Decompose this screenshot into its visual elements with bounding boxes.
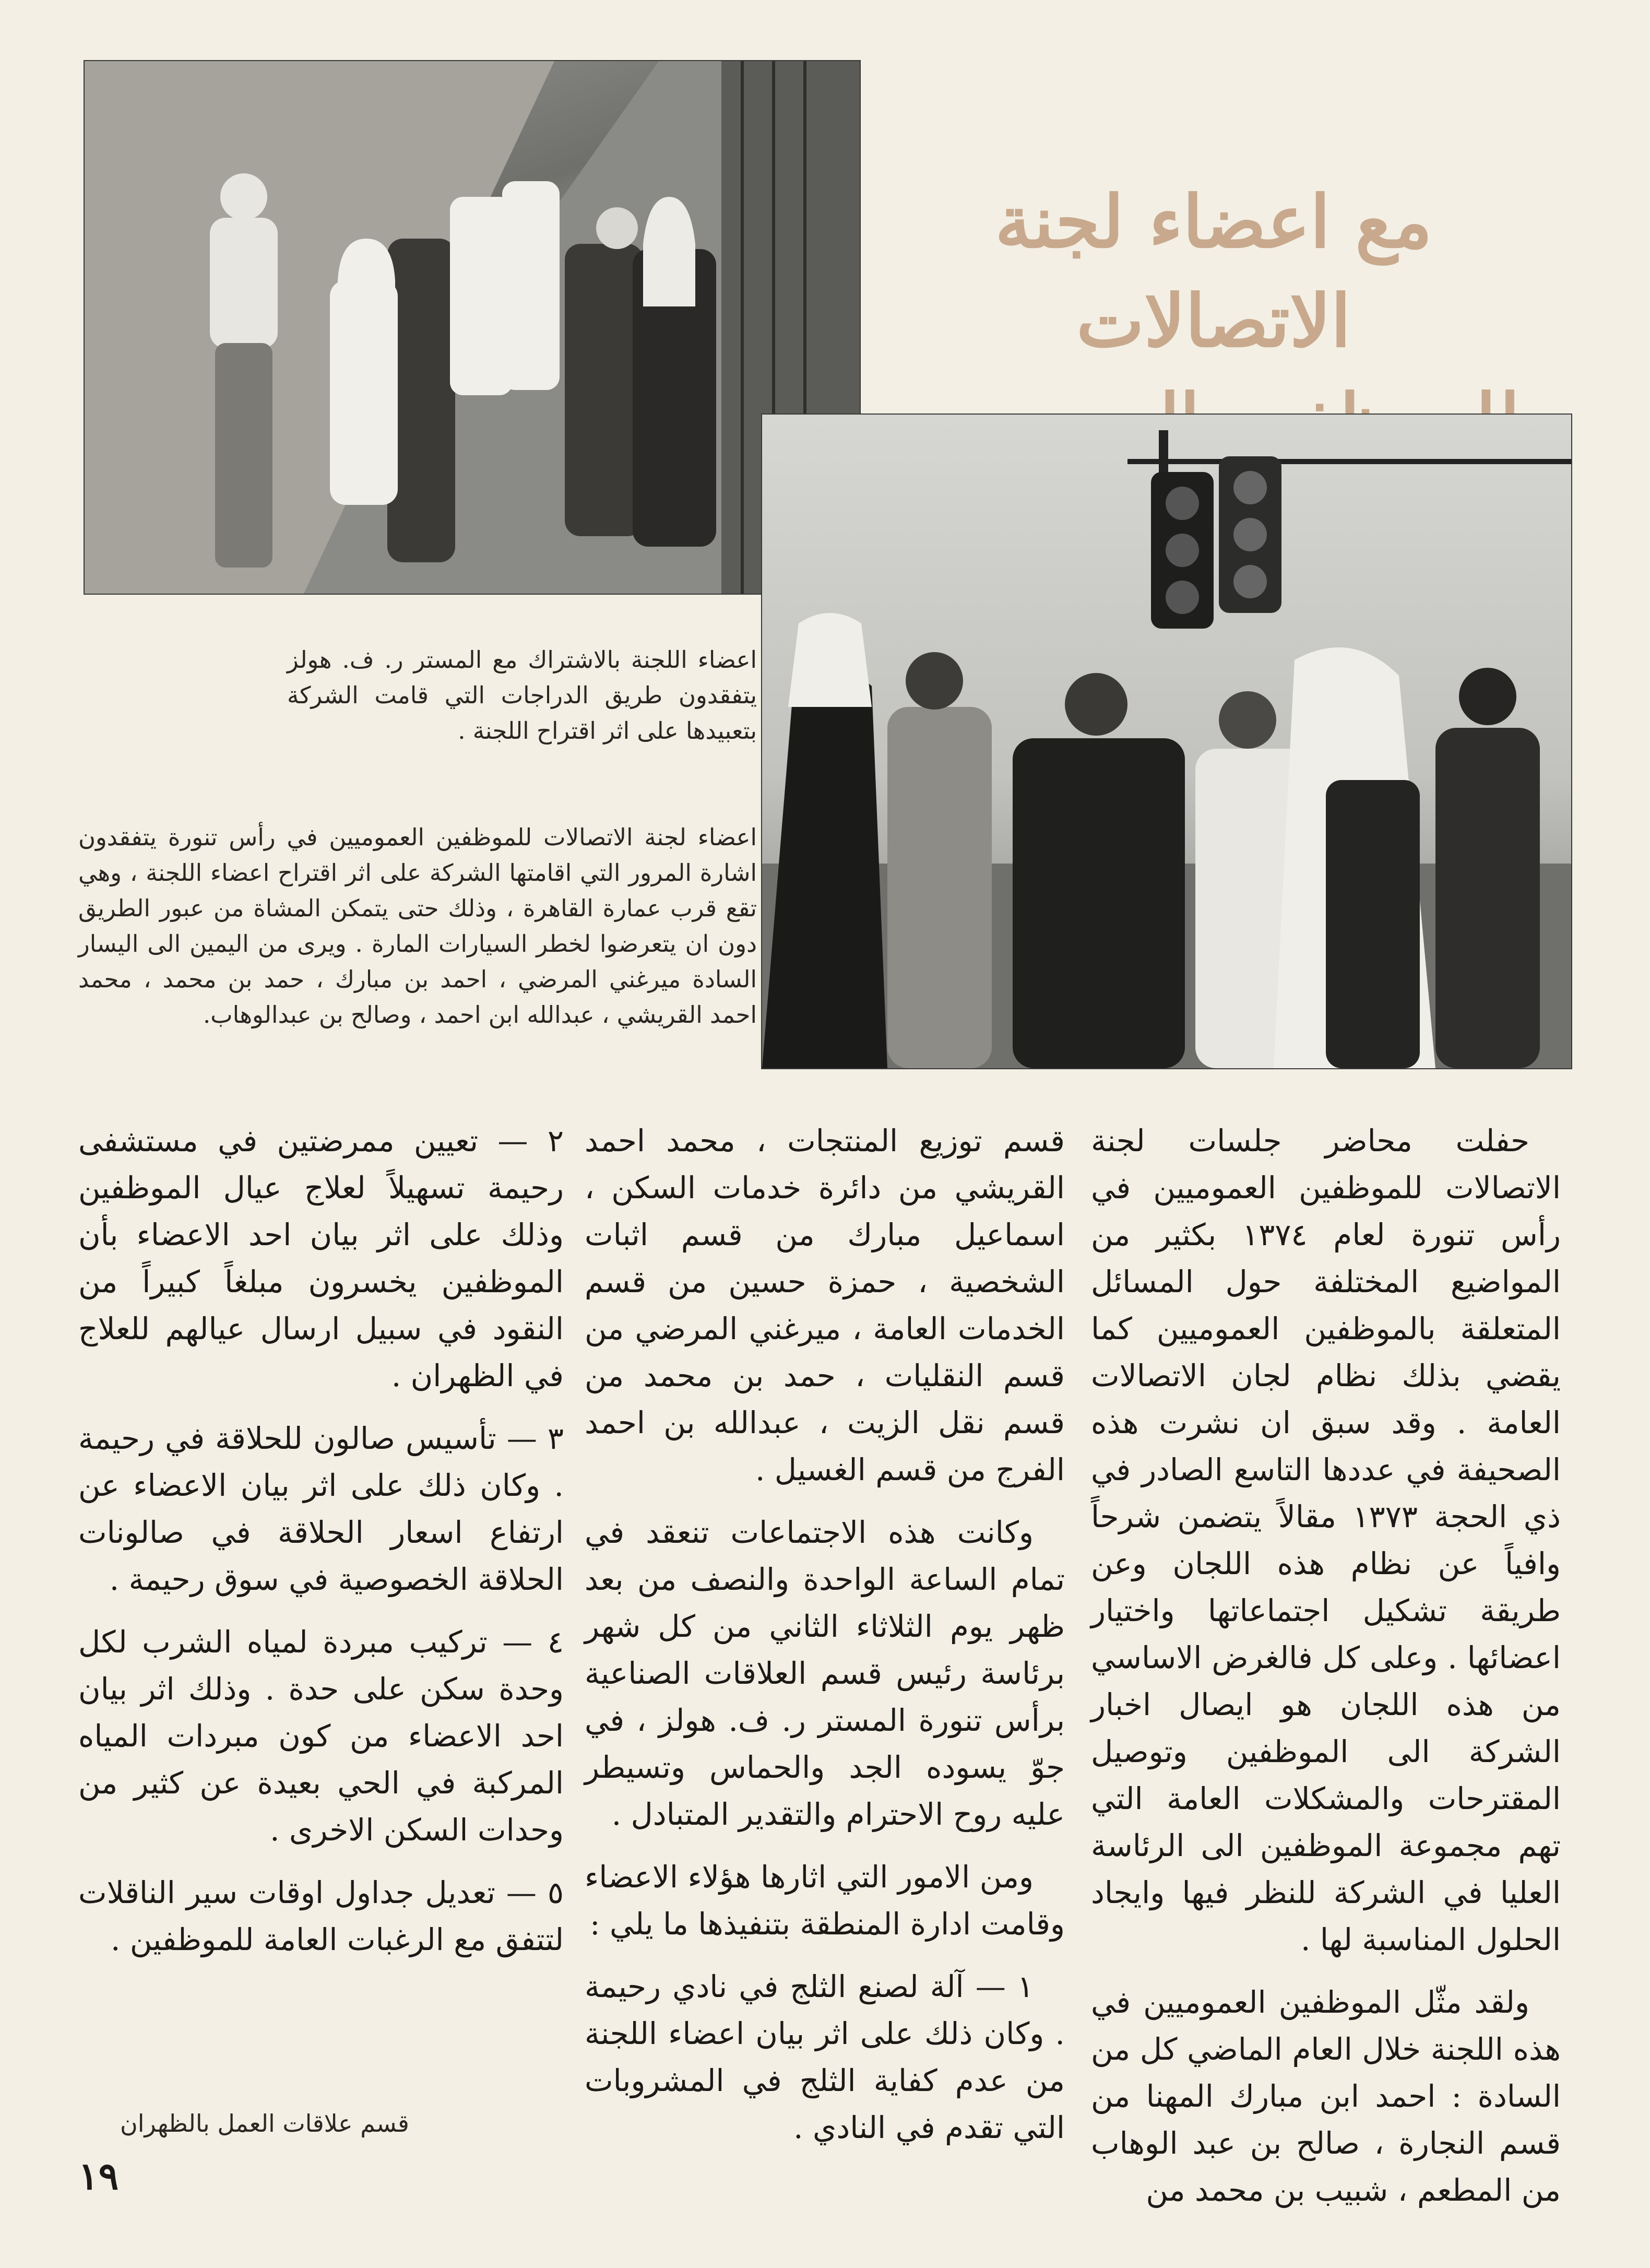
article-column-left [78, 1117, 564, 1979]
paragraph: قسم توزيع المنتجات ، محمد احمد القريشي من دائرة خدمات السكن ، اسماعيل مبارك من قسم اثبات الشخصية ، حمزة حسين من قسم الخدمات العامة ، ميرغني المرضي من قسم النقليات ، حمد بن محمد من قسم نقل الزيت ، عبدالله بن احمد الفرج من قسم الغسيل . [585, 1123, 1065, 1487]
list-item: ٢ — تعيين ممرضتين في مستشفى رحيمة تسهيلاً لعلاج عيال الموظفين وذلك على اثر بيان احد الاعضاء بأن الموظفين يخسرون مبلغاً كبيراً من النقود في سبيل ارسال عيالهم للعلاج في الظهران . [78, 1123, 564, 1393]
photo-caption-bottom: اعضاء لجنة الاتصالات للموظفين العموميين في رأس تنورة يتفقدون اشارة المرور التي اقامتها الشركة على اثر اقتراح اعضاء اللجنة ، وهي تقع قرب عمارة القاهرة ، وذلك حتى يتمكن المشاة من عبور الطريق دون ان يتعرضوا لخطر السيارات المارة . ويرى من اليمين الى اليسار السادة ميرغني المرضي ، احمد بن مبارك ، حمد بن محمد ، محمد احمد القريشي ، عبدالله ابن احمد ، وصالح بن عبدالوهاب. [78, 823, 757, 1029]
paragraph: وكانت هذه الاجتماعات تنعقد في تمام الساعة الواحدة والنصف من بعد ظهر يوم الثلاثاء الثاني من كل شهر برئاسة رئيس قسم العلاقات الصناعية برأس تنورة المستر ر. ف. هولز ، في جوّ يسوده الجد والحماس وتسيطر عليه روح الاحترام والتقدير المتبادل . [585, 1515, 1065, 1832]
paragraph: حفلت محاضر جلسات لجنة الاتصالات للموظفين العموميين في رأس تنورة لعام ١٣٧٤ بكثير من المواضيع المختلفة حول المسائل المتعلقة بالموظفين العموميين كما يقضي بذلك نظام لجان الاتصالات العامة . وقد سبق ان نشرت هذه الصحيفة في عددها التاسع الصادر في ذي الحجة ١٣٧٣ مقالاً يتضمن شرحاً وافياً عن نظام هذه اللجان وعن طريقة تشكيل اجتماعاتها واختيار اعضائها . وعلى كل فالغرض الاساسي من هذه اللجان هو ايصال اخبار الشركة الى الموظفين وتوصيل المقترحات والمشكلات العامة التي تهم مجموعة الموظفين الى الرئاسة العليا في الشركة للنظر فيها وايجاد الحلول المناسبة لها . [1091, 1123, 1561, 1957]
list-item: ٤ — تركيب مبردة لمياه الشرب لكل وحدة سكن على حدة . وذلك اثر بيان احد الاعضاء من كون مبردات المياه المركبة في الحي بعيدة عن كثير من وحدات السكن الاخرى . [78, 1624, 564, 1848]
photo-traffic-signal-inspection [761, 414, 1572, 1069]
paragraph: ١ — آلة لصنع الثلج في نادي رحيمة . وكان ذلك على اثر بيان اعضاء اللجنة من عدم كفاية الثلج في المشروبات التي تقدم في النادي . [585, 1969, 1065, 2145]
headline-line-1: مع اعضاء لجنة الاتصالات [995, 179, 1432, 363]
article-column-middle [585, 1117, 1065, 2167]
photograph-traffic-signal-icon [762, 415, 1571, 1068]
paragraph: ومن الامور التي اثارها هؤلاء الاعضاء وقامت ادارة المنطقة بتنفيذها ما يلي : [585, 1859, 1065, 1942]
article-signature: قسم علاقات العمل بالظهران [120, 2109, 409, 2137]
paragraph: ولقد مثّل الموظفين العموميين في هذه اللجنة خلال العام الماضي كل من السادة : احمد ابن مبارك المهنا من قسم النجارة ، صالح بن عبد الوهاب من المطعم ، شبيب بن محمد من [1091, 1985, 1561, 2208]
photo-caption-top: اعضاء اللجنة بالاشتراك مع المستر ر. ف. هولز يتفقدون طريق الدراجات التي قامت الشركة بتعبيدها على اثر اقتراح اللجنة . [287, 646, 757, 745]
article-column-right [1091, 1117, 1561, 2229]
photo-cycle-path-inspection [84, 60, 861, 595]
page-number: ١٩ [78, 2154, 119, 2198]
photograph-cyclists-path-icon [85, 61, 860, 594]
list-item: ٣ — تأسيس صالون للحلاقة في رحيمة . وكان ذلك على اثر بيان الاعضاء عن ارتفاع اسعار الحلاقة في صالونات الحلاقة الخصوصية في سوق رحيمة . [78, 1421, 564, 1597]
list-item: ٥ — تعديل جداول اوقات سير الناقلات لتتفق مع الرغبات العامة للموظفين . [78, 1875, 564, 1957]
